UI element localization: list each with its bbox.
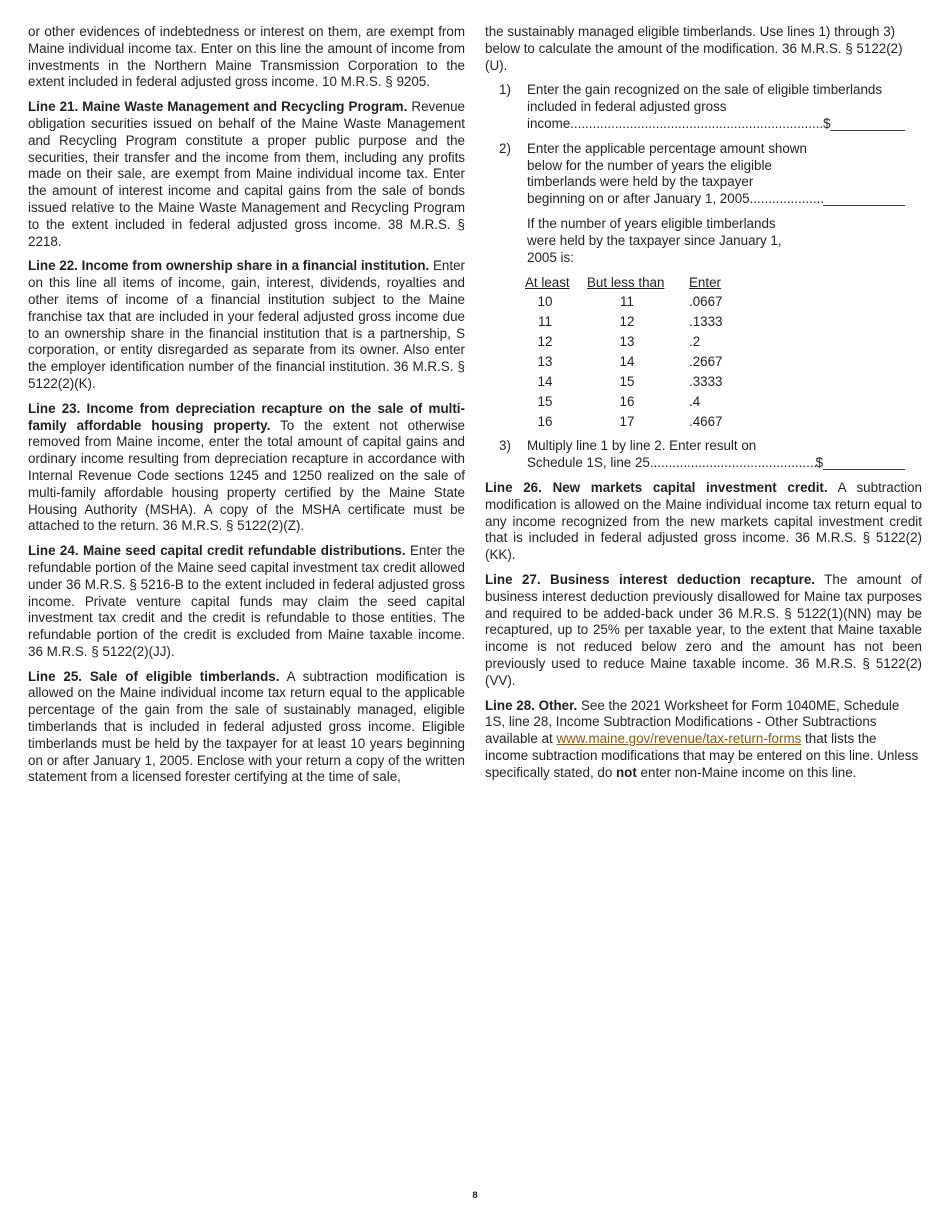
step-number: 2) bbox=[499, 140, 511, 156]
line27-body: The amount of business interest deduction previously disallowed for Maine tax purposes and required to be added-back under 36 M.R.S. § 5122(1)(NN) may be recaptured, up to 25% per taxable year, to the extent that Maine taxable income is not reduced below zero and the amount has not been previously used to reduce Maine taxable income. 36 M.R.S. § 5122(2)(VV). bbox=[485, 571, 922, 688]
line24-heading: Line 24. Maine seed capital credit refundable distributions. bbox=[28, 543, 406, 559]
line22-heading: Line 22. Income from ownership share in a financial institution. bbox=[28, 258, 430, 274]
line28-bold-word: not bbox=[616, 764, 637, 780]
step-1 bbox=[485, 82, 922, 132]
cell-at-least: 13 bbox=[537, 353, 553, 369]
table-row bbox=[525, 412, 749, 432]
cell-enter: .0667 bbox=[689, 293, 723, 309]
table-row bbox=[525, 312, 749, 332]
line25-continuation: the sustainably managed eligible timberlands. Use lines 1) through 3) below to calculate the amount of the modification. 36 M.R.S. § 5122(2)(U). bbox=[485, 24, 903, 73]
cell-less-than: 17 bbox=[619, 413, 635, 429]
line24-paragraph bbox=[28, 543, 465, 661]
table-row bbox=[525, 332, 749, 352]
cell-enter: .3333 bbox=[689, 373, 723, 389]
tax-forms-link[interactable]: www.maine.gov/revenue/tax-return-forms bbox=[556, 731, 802, 747]
cell-at-least: 11 bbox=[538, 313, 552, 329]
cell-enter: .2 bbox=[689, 333, 701, 349]
line27-heading: Line 27. Business interest deduction recapture. bbox=[485, 571, 815, 587]
line28-body-b: that lists the income subtraction modifications that may be entered on this line. Unless specifically stated, do bbox=[485, 731, 919, 780]
page bbox=[28, 24, 922, 794]
line21-body: Revenue obligation securities issued on behalf of the Maine Waste Management and Recycling Program constitute a proper public purpose and the securities, their transfer and the income from them, including any profits made on their sale, are exempt from Maine individual income tax. Enter the amount of interest income and capital gains from the sale of bonds issued relative to the Maine Waste Management and Recycling Program to the extent included in federal adjusted gross income. 38 M.R.S. § 2218. bbox=[28, 99, 465, 249]
amount-blank[interactable]: $__________ bbox=[823, 115, 905, 131]
line28-heading: Line 28. Other. bbox=[485, 697, 578, 713]
line22-body: Enter on this line all items of income, gain, interest, dividends, royalties and other items of income of a financial institution subject to the Maine franchise tax that are included in your federal adjusted gross income due to an ownership share in the financial institution that is a partnership, S corporation, or entity disregarded as separate from its owner. Also enter the employer identification number of the financial institution. 36 M.R.S. § 5122(2)(K). bbox=[28, 258, 465, 391]
line28-paragraph bbox=[485, 698, 922, 782]
cell-less-than: 14 bbox=[619, 353, 635, 369]
cell-enter: .1333 bbox=[689, 313, 723, 329]
table-header-row bbox=[525, 274, 749, 292]
cell-less-than: 15 bbox=[619, 373, 635, 389]
step-2 bbox=[485, 141, 922, 208]
header-at-least: At least bbox=[525, 274, 570, 290]
result-blank[interactable]: $___________ bbox=[815, 455, 905, 471]
table-row bbox=[525, 392, 749, 412]
line25-paragraph bbox=[28, 669, 465, 787]
header-enter: Enter bbox=[689, 274, 722, 290]
table-row bbox=[525, 352, 749, 372]
cell-less-than: 13 bbox=[619, 333, 635, 349]
line28-body-a: See the 2021 Worksheet for Form 1040ME, Schedule 1S, line 28, Income Subtraction Modifications - Other Subtractions available at bbox=[485, 697, 900, 747]
leader-dots bbox=[753, 191, 823, 208]
cell-less-than: 16 bbox=[619, 393, 635, 409]
line21-heading: Line 21. Maine Waste Management and Recycling Program. bbox=[28, 99, 408, 115]
right-column bbox=[485, 24, 922, 794]
table-note: If the number of years eligible timberlands were held by the taxpayer since January 1, 2005 is: bbox=[527, 215, 782, 265]
step-number: 3) bbox=[499, 438, 511, 454]
line21-paragraph bbox=[28, 99, 465, 250]
header-but-less-than: But less than bbox=[587, 274, 665, 290]
step-number: 1) bbox=[499, 82, 511, 98]
cell-enter: .4 bbox=[689, 393, 701, 409]
line23-heading: Line 23. Income from depreciation recapture on the sale of multi-family affordable housing property. bbox=[28, 400, 465, 433]
cell-at-least: 15 bbox=[537, 393, 553, 409]
step-text-end: income bbox=[527, 115, 571, 131]
line27-paragraph bbox=[485, 572, 922, 690]
cell-enter: .2667 bbox=[689, 353, 723, 369]
intro-paragraph: or other evidences of indebtedness or interest on them, are exempt from Maine individual income tax. Enter on this line the amount of income from investments in the Northern Maine Transmission Corporation to the extent included in federal adjusted gross income. 10 M.R.S. § 9205. bbox=[28, 24, 465, 90]
cell-at-least: 12 bbox=[537, 333, 553, 349]
cell-less-than: 11 bbox=[620, 293, 634, 309]
line22-paragraph bbox=[28, 258, 465, 392]
step-text: Enter the gain recognized on the sale of eligible timberlands included in federal adjusted gross bbox=[527, 82, 883, 115]
percentage-blank[interactable]: ___________ bbox=[823, 191, 905, 207]
leader-dots bbox=[570, 116, 823, 133]
table-row bbox=[525, 292, 749, 312]
percentage-table bbox=[525, 274, 749, 432]
line28-body-c: enter non-Maine income on this line. bbox=[636, 764, 857, 780]
cell-at-least: 10 bbox=[537, 293, 553, 309]
line24-body: Enter the refundable portion of the Maine seed capital investment tax credit allowed under 36 M.R.S. § 5216-B to the extent included in federal adjusted gross income. Private venture capital funds may claim the seed capital investment tax credit and the credit is refundable to those entities. The refundable portion of the credit is excluded from Maine taxable income. 36 M.R.S. § 5122(2)(JJ). bbox=[28, 543, 466, 659]
step-3 bbox=[485, 438, 922, 472]
line25-heading: Line 25. Sale of eligible timberlands. bbox=[28, 668, 280, 684]
cell-enter: .4667 bbox=[689, 413, 723, 429]
line26-heading: Line 26. New markets capital investment credit. bbox=[485, 479, 828, 495]
line23-body: To the extent not otherwise removed from Maine income, enter the total amount of capital gains and ordinary income resulting from depreciation recapture in accordance with Internal Revenue Code sections 1245 and 1250 realized on the sale of multi-family affordable housing property certified by the Maine State Housing Authority (MSHA). A copy of the MSHA certificate must be attached to the return. 36 M.R.S. § 5122(2)(Z). bbox=[28, 417, 465, 534]
step-text: Multiply line 1 by line 2. Enter result on bbox=[527, 438, 757, 454]
left-column bbox=[28, 24, 465, 794]
page-number: 8 bbox=[472, 1190, 478, 1201]
step-text-end: beginning on or after January 1, 2005. bbox=[527, 191, 754, 207]
cell-at-least: 16 bbox=[537, 413, 553, 429]
cell-at-least: 14 bbox=[537, 373, 553, 389]
table-row bbox=[525, 372, 749, 392]
timberland-steps bbox=[485, 82, 922, 472]
line26-body: A subtraction modification is allowed on the Maine individual income tax return equal to any income recognized from the new markets capital investment credit that is included in federal adjusted gross income. 36 M.R.S. § 5122(2)(KK). bbox=[485, 479, 922, 563]
cell-less-than: 12 bbox=[619, 313, 635, 329]
line23-paragraph bbox=[28, 401, 465, 535]
line25-body: A subtraction modification is allowed on the Maine individual income tax return equal to the applicable percentage of the gain from the sale of sustainably managed, eligible timberlands that is included in federal adjusted gross income. Eligible timberlands must be held by the taxpayer for at least 10 years beginning on or after January 1, 2005. Enclose with your return a copy of the written statement from a licensed forester certifying at the time of sale, bbox=[28, 668, 465, 785]
line26-paragraph bbox=[485, 480, 922, 564]
leader-dots bbox=[654, 455, 816, 472]
step-text: Enter the applicable percentage amount shown below for the number of years the eligible timberlands were held by the taxpayer bbox=[527, 140, 807, 190]
step-text-end: Schedule 1S, line 25. bbox=[527, 455, 654, 471]
